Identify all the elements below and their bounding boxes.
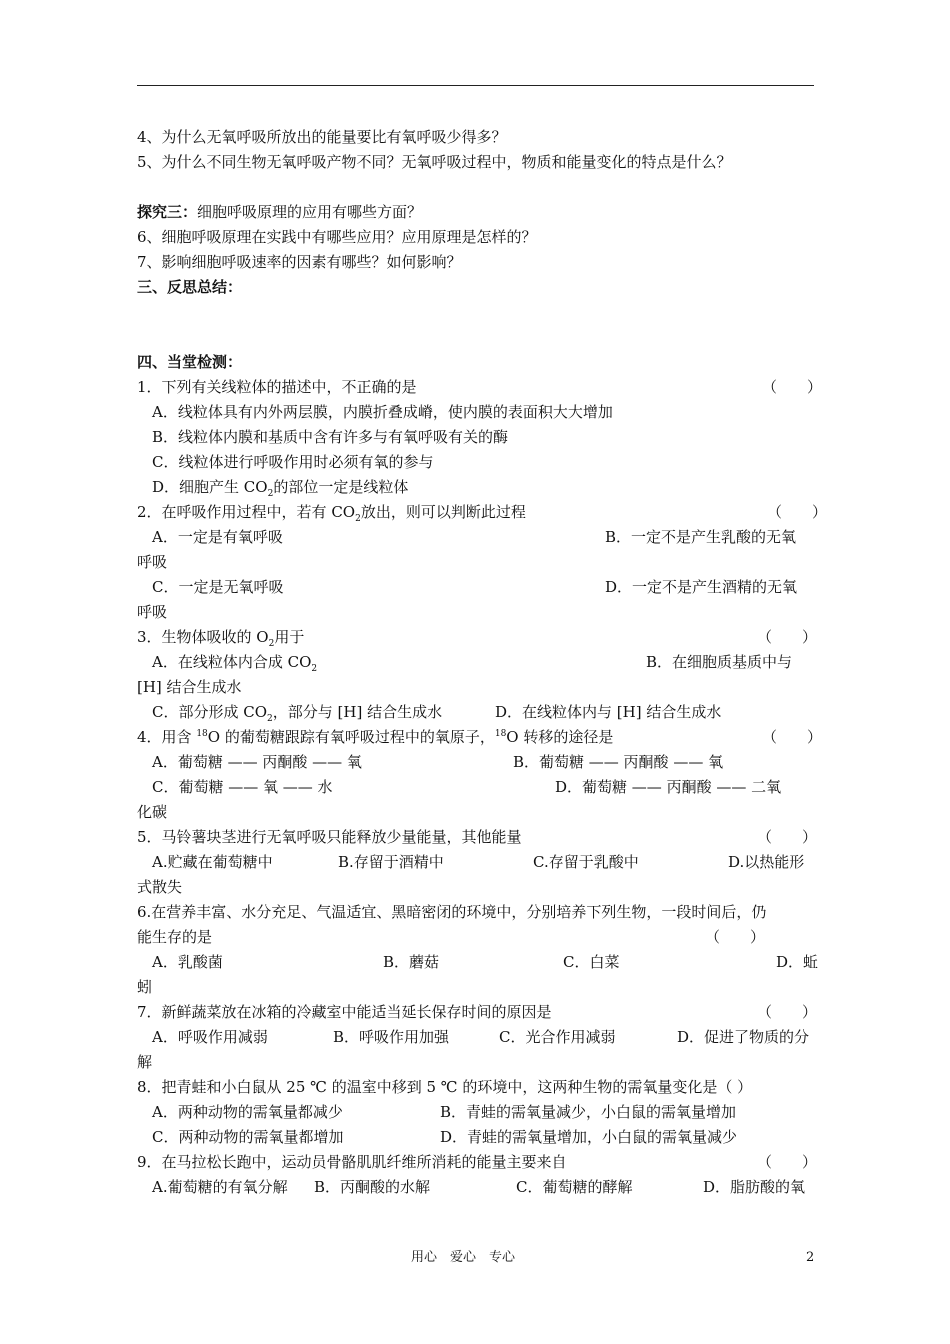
explore3-heading-rest: 细胞呼吸原理的应用有哪些方面？ <box>197 203 423 221</box>
q3-option-d: D．在线粒体内与 [H] 结合生成水 <box>495 703 722 721</box>
q1-option-d-sub: 2 <box>267 489 274 499</box>
header-rule <box>137 85 814 86</box>
q5-option-d-wrap: 式散失 <box>137 878 183 896</box>
q2-option-d-wrap: 呼吸 <box>137 603 168 621</box>
q8-option-d: D．青蛙的需氧量增加，小白鼠的需氧量减少 <box>440 1128 738 1146</box>
q2-option-d: D．一定不是产生酒精的无氧 <box>605 578 798 596</box>
intro-question-4: 4、为什么无氧呼吸所放出的能量要比有氧呼吸少得多？ <box>137 128 507 146</box>
q4-stem-mid: O 的葡萄糖跟踪有氧呼吸过程中的氧原子， <box>207 728 495 746</box>
q2-stem-pre: 2．在呼吸作用过程中，若有 CO <box>137 503 356 521</box>
q7-option-a: A．呼吸作用减弱 <box>152 1028 268 1046</box>
q1-stem: 1．下列有关线粒体的描述中，不正确的是 <box>137 378 417 396</box>
q3-option-c-sub: 2 <box>267 714 273 724</box>
q3-option-b: B．在细胞质基质中与 <box>646 653 793 671</box>
q2-option-b-wrap: 呼吸 <box>137 553 168 571</box>
q6-option-d-wrap: 蚓 <box>137 978 153 996</box>
q3-answer-blank: （ ） <box>757 628 818 646</box>
q4-stem-post: O 转移的途径是 <box>506 728 614 746</box>
q9-stem: 9．在马拉松长跑中，运动员骨骼肌肌纤维所消耗的能量主要来自 <box>137 1153 567 1171</box>
q8-option-c: C．两种动物的需氧量都增加 <box>152 1128 344 1146</box>
q4-stem <box>137 727 814 747</box>
q9-option-a: A.葡萄糖的有氧分解 <box>152 1178 288 1196</box>
q1-option-a: A．线粒体具有内外两层膜，内膜折叠成嵴，使内膜的表面积大大增加 <box>152 403 613 421</box>
q7-answer-blank: （ ） <box>757 1003 818 1021</box>
q8-option-a: A．两种动物的需氧量都减少 <box>152 1103 343 1121</box>
q1-answer-blank: （ ） <box>762 378 823 396</box>
q7-option-c: C．光合作用减弱 <box>499 1028 616 1046</box>
explore3-question-7: 7、影响细胞呼吸速率的因素有哪些？如何影响？ <box>137 253 462 271</box>
page-number: 2 <box>806 1250 815 1265</box>
q7-stem: 7．新鲜蔬菜放在冰箱的冷藏室中能适当延长保存时间的原因是 <box>137 1003 552 1021</box>
explore3-heading-line <box>137 202 814 222</box>
q9-answer-blank: （ ） <box>757 1153 818 1171</box>
q3-stem-sub: 2 <box>268 639 275 649</box>
q6-stem: 6.在营养丰富、水分充足、气温适宜、黑暗密闭的环境中，分别培养下列生物，一段时间后，仍 <box>137 903 767 921</box>
q9-option-b: B．丙酮酸的水解 <box>314 1178 431 1196</box>
q9-option-d: D．脂肪酸的氧 <box>703 1178 806 1196</box>
q5-option-a: A.贮藏在葡萄糖中 <box>152 853 273 871</box>
q2-answer-blank: （ ） <box>767 503 828 521</box>
q5-answer-blank: （ ） <box>757 828 818 846</box>
intro-question-5: 5、为什么不同生物无氧呼吸产物不同？无氧呼吸过程中，物质和能量变化的特点是什么？ <box>137 153 732 171</box>
q4-option-d-wrap: 化碳 <box>137 803 168 821</box>
q4-stem-sup: 18 <box>196 729 208 739</box>
q5-option-b: B.存留于酒精中 <box>338 853 444 871</box>
q1-option-d <box>152 477 814 497</box>
q1-option-d-pre: D．细胞产生 CO <box>152 478 268 496</box>
q5-option-c: C.存留于乳酸中 <box>533 853 639 871</box>
q3-option-c-post: ，部分与 [H] 结合生成水 <box>272 703 443 721</box>
q3-stem-post: 用于 <box>274 628 305 646</box>
explore3-heading: 探究三： <box>137 203 198 221</box>
q6-answer-blank: （ ） <box>705 928 766 946</box>
q2-stem-sub: 2 <box>355 514 361 524</box>
q4-option-d: D．葡萄糖 —— 丙酮酸 —— 二氧 <box>555 778 782 796</box>
test-heading: 四、当堂检测： <box>137 353 243 371</box>
q3-option-b-wrap: [H] 结合生成水 <box>137 678 242 696</box>
q3-option-a-pre: A．在线粒体内合成 CO <box>152 653 312 671</box>
q8-stem: 8．把青蛙和小白鼠从 25 ℃ 的温室中移到 5 ℃ 的环境中，这两种生物的需氧量变化是（ ） <box>137 1078 753 1096</box>
q5-stem: 5．马铃薯块茎进行无氧呼吸只能释放少量能量，其他能量 <box>137 828 522 846</box>
q4-option-b: B．葡萄糖 —— 丙酮酸 —— 氧 <box>513 753 724 771</box>
q7-option-b: B．呼吸作用加强 <box>333 1028 450 1046</box>
q6-stem-wrap: 能生存的是 <box>137 928 213 946</box>
q3-option-a-sub: 2 <box>311 664 318 674</box>
q6-option-b: B．蘑菇 <box>383 953 440 971</box>
q8-option-b: B．青蛙的需氧量减少，小白鼠的需氧量增加 <box>440 1103 737 1121</box>
q2-option-c: C．一定是无氧呼吸 <box>152 578 284 596</box>
q3-stem-pre: 3．生物体吸收的 O <box>137 628 269 646</box>
summary-heading: 三、反思总结： <box>137 278 243 296</box>
q6-option-a: A．乳酸菌 <box>152 953 223 971</box>
q1-option-c: C．线粒体进行呼吸作用时必须有氧的参与 <box>152 453 434 471</box>
q1-option-d-post: 的部位一定是线粒体 <box>273 478 409 496</box>
q4-option-a: A．葡萄糖 —— 丙酮酸 —— 氧 <box>152 753 362 771</box>
q4-option-c: C．葡萄糖 —— 氧 —— 水 <box>152 778 333 796</box>
q3-option-c-pre: C．部分形成 CO <box>152 703 268 721</box>
q1-option-b: B．线粒体内膜和基质中含有许多与有氧呼吸有关的酶 <box>152 428 509 446</box>
q9-option-c: C．葡萄糖的酵解 <box>516 1178 633 1196</box>
q2-option-a: A．一定是有氧呼吸 <box>152 528 283 546</box>
q4-stem-pre: 4．用含 <box>137 728 197 746</box>
q6-option-d: D．蚯 <box>776 953 819 971</box>
q2-stem <box>137 502 814 522</box>
q2-stem-post: 放出，则可以判断此过程 <box>360 503 526 521</box>
explore3-question-6: 6、细胞呼吸原理在实践中有哪些应用？应用原理是怎样的？ <box>137 228 537 246</box>
q6-option-c: C．白菜 <box>563 953 620 971</box>
q2-option-b: B．一定不是产生乳酸的无氧 <box>605 528 797 546</box>
q7-option-d-wrap: 解 <box>137 1053 153 1071</box>
q7-option-d: D．促进了物质的分 <box>677 1028 810 1046</box>
q3-stem <box>137 627 814 647</box>
q4-answer-blank: （ ） <box>762 728 823 746</box>
q5-option-d: D.以热能形 <box>728 853 805 871</box>
q4-stem-sup2: 18 <box>494 729 507 739</box>
footer-motto: 用心 爱心 专心 <box>411 1250 516 1265</box>
